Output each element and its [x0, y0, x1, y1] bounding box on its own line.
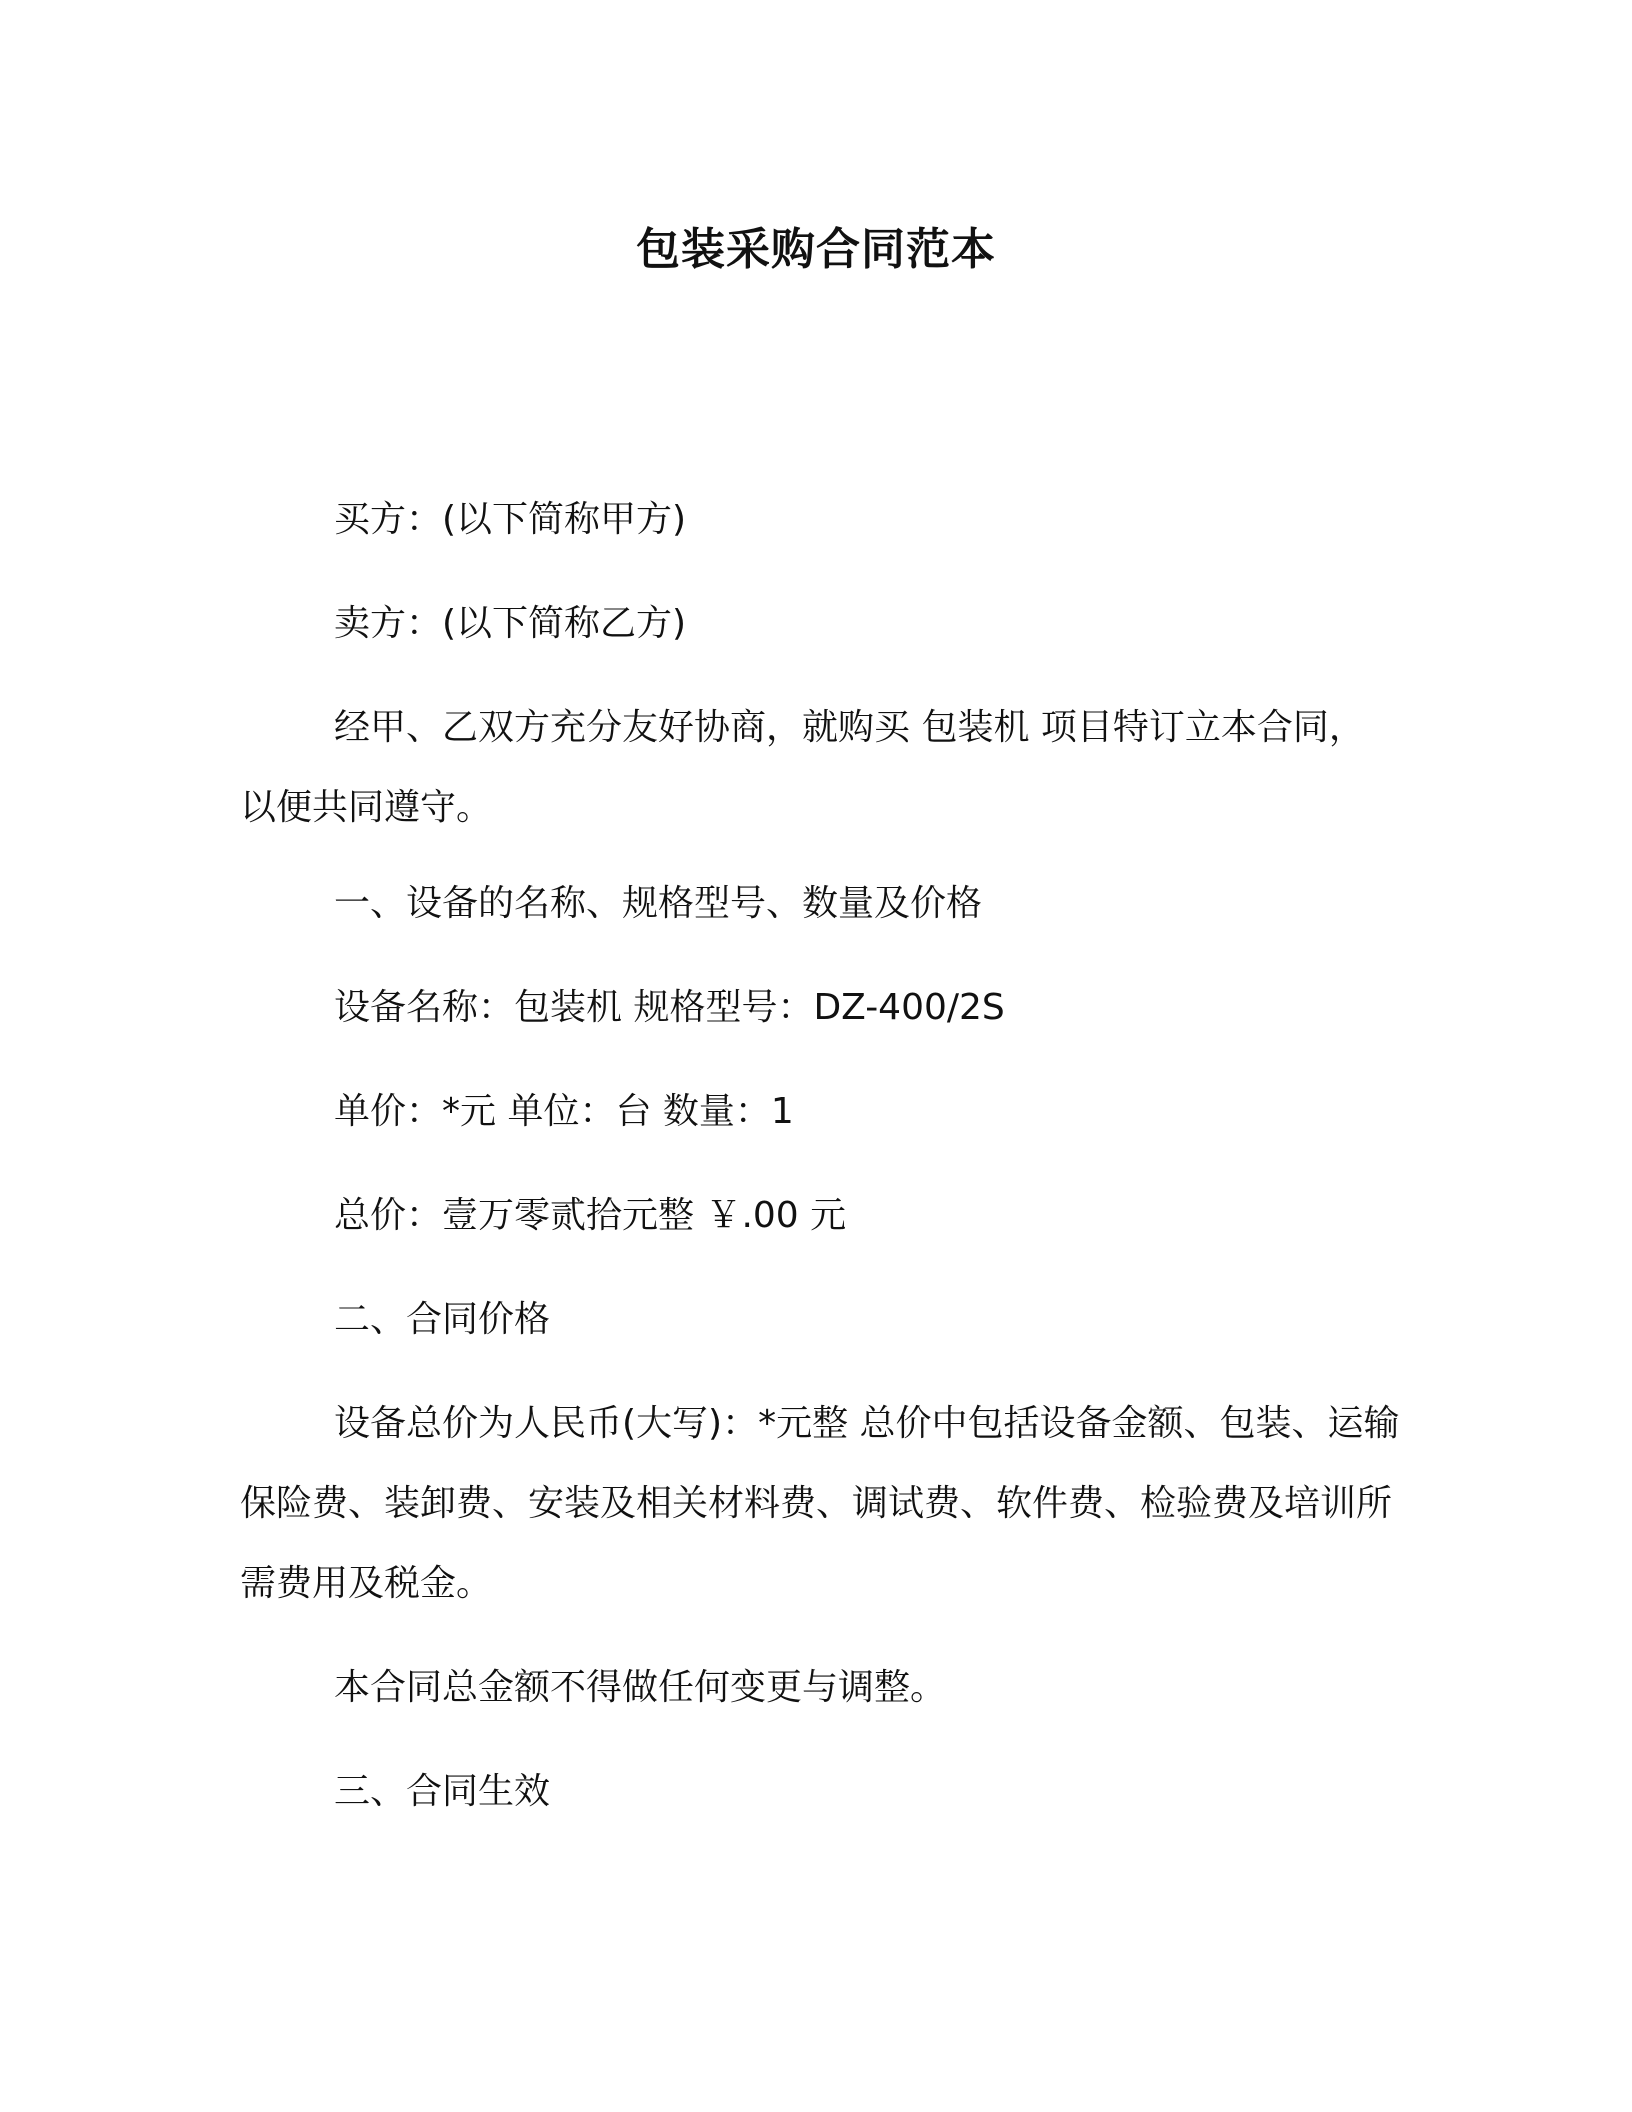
section-1-heading: 一、设备的名称、规格型号、数量及价格: [334, 883, 983, 924]
buyer-line: 买方：(以下简称甲方): [334, 499, 687, 540]
seller-line: 卖方：(以下简称乙方): [334, 603, 687, 644]
equipment-line: 设备名称：包装机 规格型号：DZ-400/2S: [334, 987, 1005, 1028]
intro-paragraph: 经甲、乙双方充分友好协商，就购买 包装机 项目特订立本合同，以便共同遵守。: [240, 707, 1365, 828]
no-change-line: 本合同总金额不得做任何变更与调整。: [334, 1667, 947, 1708]
total-price-line: 总价：壹万零贰拾元整 ￥.00 元: [334, 1195, 847, 1236]
document-title: 包装采购合同范本: [636, 224, 996, 275]
section-2-heading: 二、合同价格: [334, 1299, 551, 1340]
section-3-heading: 三、合同生效: [334, 1771, 551, 1812]
price-paragraph: 设备总价为人民币(大写)：*元整 总价中包括设备金额、包装、运输保险费、装卸费、安装及相关材料费、调试费、软件费、检验费及培训所需费用及税金。: [240, 1403, 1400, 1604]
unit-price-line: 单价：*元 单位：台 数量：1: [334, 1091, 794, 1132]
